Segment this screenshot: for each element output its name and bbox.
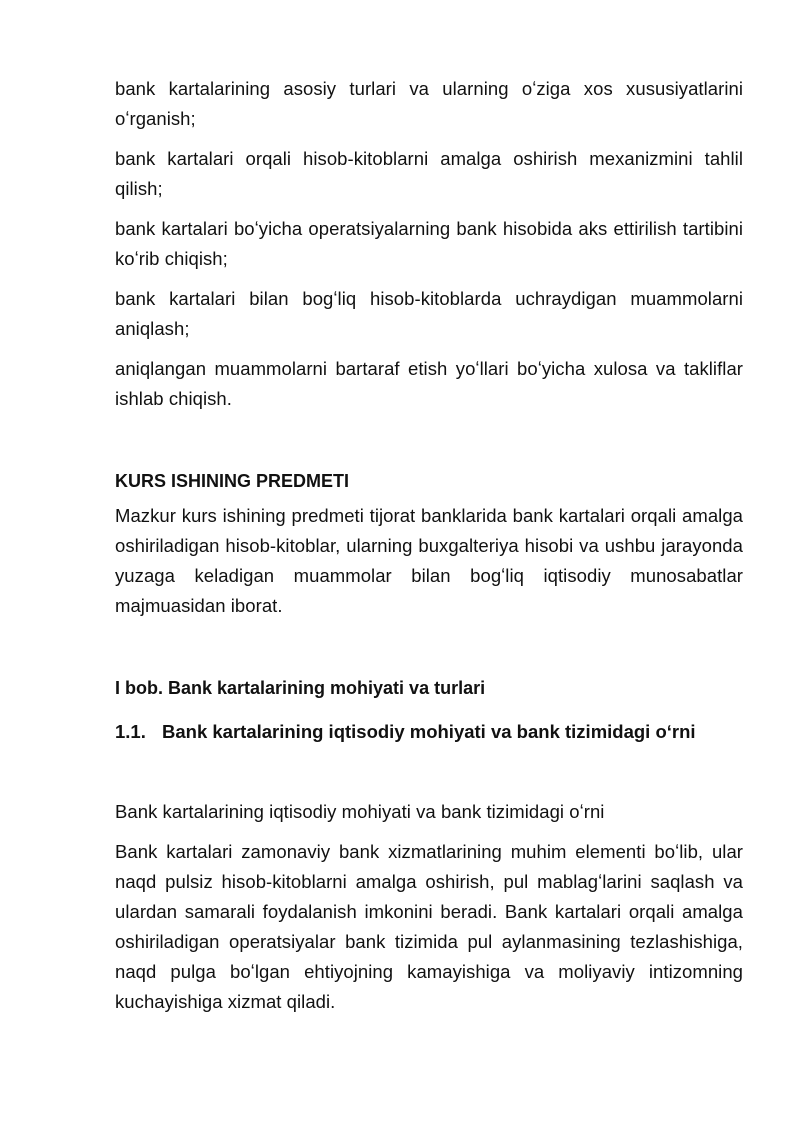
spacer — [115, 703, 743, 717]
section-number: 1.1. — [115, 721, 146, 742]
subject-paragraph: Mazkur kurs ishining predmeti tijorat banklarida bank kartalari orqali amalga oshiriladigan hisob-kitoblar, ularning buxgalteriya hisobi va ushbu jarayonda yuzaga keladigan muammolar bilan bogʻliq iqtisodiy munosabatlar majmuasidan iborat. — [115, 505, 743, 616]
objective-item: bank kartalari boʻyicha operatsiyalarning bank hisobida aks ettirilish tartibini koʻrib chiqish; — [115, 218, 743, 269]
spacer — [115, 621, 743, 673]
section-paragraph: Bank kartalari zamonaviy bank xizmatlarining muhim elementi boʻlib, ular naqd pulsiz hisob-kitoblarni amalga oshirish, pul mablagʻlarini saqlash va ulardan samarali foydalanish imkonini beradi. Bank kartalari orqali amalga oshiriladigan operatsiyalar bank tizimida pul aylanmasining tezlashishiga, naqd pulga boʻlgan ehtiyojning kamayishiga va moliyaviy intizomning kuchayishiga xizmat qiladi. — [115, 841, 743, 1012]
spacer — [115, 414, 743, 466]
objective-item: bank kartalarining asosiy turlari va ularning oʻziga xos xususiyatlarini oʻrganish; — [115, 78, 743, 129]
subject-heading: KURS ISHINING PREDMETI — [115, 471, 350, 491]
section-heading — [115, 717, 743, 747]
document-page — [115, 74, 743, 1017]
chapter-title: I bob. Bank kartalarining mohiyati va turlari — [115, 678, 486, 698]
objective-item: bank kartalari orqali hisob-kitoblarni amalga oshirish mexanizmini tahlil qilish; — [115, 148, 743, 199]
section-intro: Bank kartalarining iqtisodiy mohiyati va bank tizimidagi oʻrni — [115, 801, 605, 822]
objective-item: aniqlangan muammolarni bartaraf etish yoʻllari boʻyicha xulosa va takliflar ishlab chiqish. — [115, 358, 743, 409]
section-title: Bank kartalarining iqtisodiy mohiyati va bank tizimidagi oʻrni — [162, 721, 696, 742]
objectives-list — [115, 74, 743, 414]
objective-item: bank kartalari bilan bogʻliq hisob-kitoblarda uchraydigan muammolarni aniqlash; — [115, 288, 743, 339]
spacer — [115, 747, 743, 797]
